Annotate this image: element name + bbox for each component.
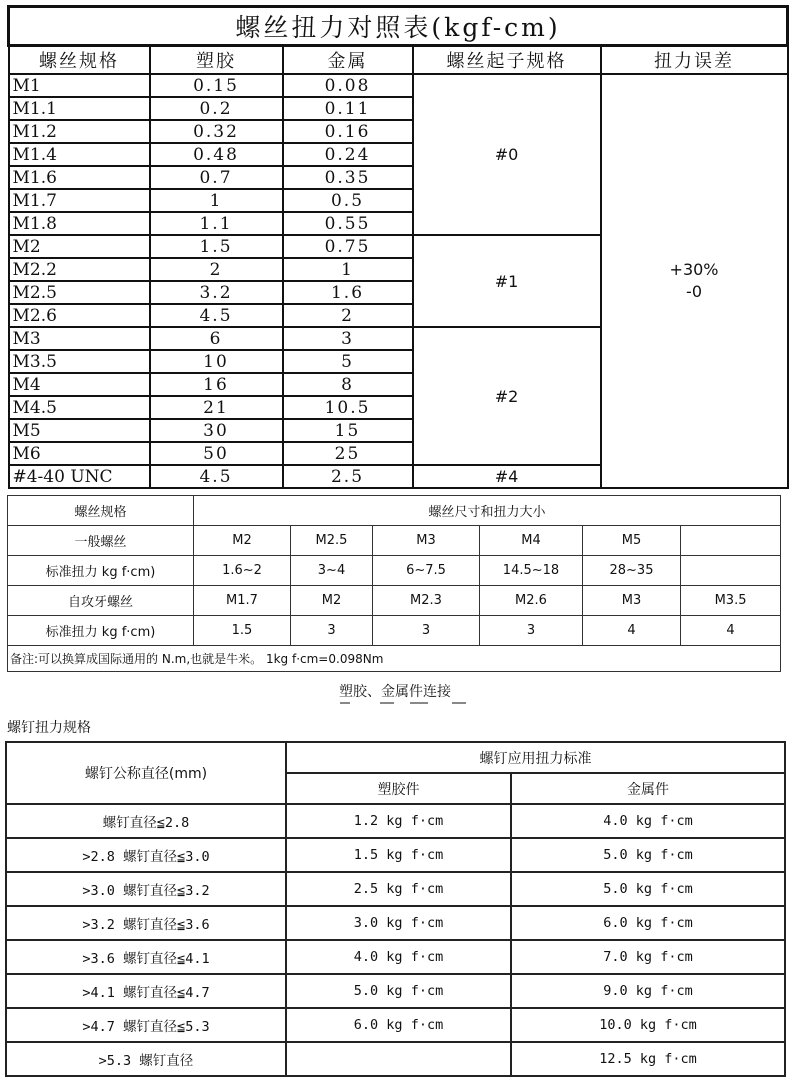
header-screw-spec: 螺丝规格 bbox=[8, 496, 194, 526]
table-row bbox=[8, 556, 781, 586]
plastic-torque-cell: 1 bbox=[150, 189, 283, 212]
metal-torque-cell: 4.0 kg f·cm bbox=[511, 804, 785, 838]
metal-torque-cell: 0.24 bbox=[283, 143, 413, 166]
header-nominal-diameter: 螺钉公称直径(mm) bbox=[6, 742, 286, 804]
plastic-torque-cell: 0.32 bbox=[150, 120, 283, 143]
table-row bbox=[6, 940, 785, 974]
plastic-torque-cell bbox=[286, 1042, 511, 1076]
torque-range-cell: 14.5~18 bbox=[480, 556, 583, 586]
plastic-torque-cell: 4.5 bbox=[150, 465, 283, 488]
torque-value-cell: 3 bbox=[291, 616, 373, 646]
header-applied-torque-standard: 螺钉应用扭力标准 bbox=[286, 742, 785, 773]
screw-size-cell bbox=[681, 526, 781, 556]
screw-spec-cell: M5 bbox=[9, 419, 150, 442]
plastic-torque-cell: 0.48 bbox=[150, 143, 283, 166]
metal-torque-cell: 8 bbox=[283, 373, 413, 396]
table-row bbox=[8, 616, 781, 646]
screw-size-cell: M1.7 bbox=[194, 586, 291, 616]
table-header-row bbox=[6, 742, 785, 773]
metal-torque-cell: 2 bbox=[283, 304, 413, 327]
screw-spec-cell: M2.6 bbox=[9, 304, 150, 327]
plastic-torque-cell: 21 bbox=[150, 396, 283, 419]
screw-spec-cell: M2.5 bbox=[9, 281, 150, 304]
torque-value-cell: 1.5 bbox=[194, 616, 291, 646]
metal-torque-cell: 0.55 bbox=[283, 212, 413, 235]
table-row bbox=[8, 526, 781, 556]
screw-spec-cell: M1.6 bbox=[9, 166, 150, 189]
plastic-torque-cell: 0.7 bbox=[150, 166, 283, 189]
driver-spec-cell: #2 bbox=[413, 327, 601, 465]
screw-spec-cell: M1.8 bbox=[9, 212, 150, 235]
cropped-text-fragment bbox=[340, 702, 470, 706]
metal-torque-cell: 0.11 bbox=[283, 97, 413, 120]
diameter-range-cell: >3.2 螺钉直径≦3.6 bbox=[6, 906, 286, 940]
diameter-range-cell: >3.6 螺钉直径≦4.1 bbox=[6, 940, 286, 974]
tolerance-value: +30% bbox=[669, 260, 719, 279]
diameter-range-cell: 螺钉直径≦2.8 bbox=[6, 804, 286, 838]
plastic-torque-cell: 3.0 kg f·cm bbox=[286, 906, 511, 940]
table-row bbox=[6, 1042, 785, 1076]
torque-comparison-table bbox=[7, 5, 789, 489]
plastic-torque-cell: 4.5 bbox=[150, 304, 283, 327]
screw-spec-cell: M1 bbox=[9, 74, 150, 97]
screw-size-cell: M4 bbox=[480, 526, 583, 556]
plastic-torque-cell: 2 bbox=[150, 258, 283, 281]
header-size-torque: 螺丝尺寸和扭力大小 bbox=[194, 496, 781, 526]
torque-value-cell: 3 bbox=[480, 616, 583, 646]
screw-size-cell: M2 bbox=[194, 526, 291, 556]
screw-size-cell: M3 bbox=[583, 586, 681, 616]
diameter-range-cell: >4.7 螺钉直径≦5.3 bbox=[6, 1008, 286, 1042]
header-screw-spec: 螺丝规格 bbox=[9, 46, 150, 75]
table-row bbox=[9, 74, 788, 97]
plastic-torque-cell: 1.5 kg f·cm bbox=[286, 838, 511, 872]
diameter-range-cell: >3.0 螺钉直径≦3.2 bbox=[6, 872, 286, 906]
metal-torque-cell: 7.0 kg f·cm bbox=[511, 940, 785, 974]
table-row bbox=[6, 1008, 785, 1042]
screw-size-cell: M3.5 bbox=[681, 586, 781, 616]
plastic-torque-cell: 1.5 bbox=[150, 235, 283, 258]
metal-torque-cell: 25 bbox=[283, 442, 413, 465]
plastic-torque-cell: 6 bbox=[150, 327, 283, 350]
screw-size-cell: M2.3 bbox=[373, 586, 480, 616]
plastic-torque-cell: 2.5 kg f·cm bbox=[286, 872, 511, 906]
metal-torque-cell: 0.35 bbox=[283, 166, 413, 189]
metal-torque-cell: 10.0 kg f·cm bbox=[511, 1008, 785, 1042]
metal-torque-cell: 0.5 bbox=[283, 189, 413, 212]
screw-size-cell: M3 bbox=[373, 526, 480, 556]
metal-torque-cell: 9.0 kg f·cm bbox=[511, 974, 785, 1008]
table-header-row bbox=[9, 46, 788, 75]
metal-torque-cell: 5.0 kg f·cm bbox=[511, 838, 785, 872]
table-row bbox=[6, 872, 785, 906]
plastic-torque-cell: 0.15 bbox=[150, 74, 283, 97]
row-label-general-screw: 一般螺丝 bbox=[8, 526, 194, 556]
torque-range-cell: 28~35 bbox=[583, 556, 681, 586]
plastic-torque-cell: 6.0 kg f·cm bbox=[286, 1008, 511, 1042]
metal-torque-cell: 3 bbox=[283, 327, 413, 350]
plastic-torque-cell: 10 bbox=[150, 350, 283, 373]
metal-torque-cell: 5 bbox=[283, 350, 413, 373]
conversion-note: 备注:可以换算成国际通用的 N.m,也就是牛米。 1kg f·cm=0.098Nm bbox=[8, 646, 781, 672]
torque-tolerance-cell bbox=[601, 74, 788, 488]
torque-value-cell: 3 bbox=[373, 616, 480, 646]
screw-spec-cell: M3.5 bbox=[9, 350, 150, 373]
table-row bbox=[6, 838, 785, 872]
screw-torque-spec-table bbox=[5, 741, 786, 1077]
table-row bbox=[6, 906, 785, 940]
row-label-standard-torque: 标准扭力 kg f·cm) bbox=[8, 616, 194, 646]
screw-spec-cell: #4-40 UNC bbox=[9, 465, 150, 488]
note-row bbox=[8, 646, 781, 672]
header-metal: 金属 bbox=[283, 46, 413, 75]
metal-torque-cell: 0.75 bbox=[283, 235, 413, 258]
torque-range-cell bbox=[681, 556, 781, 586]
driver-spec-cell: #4 bbox=[413, 465, 601, 488]
driver-spec-cell: #1 bbox=[413, 235, 601, 327]
plastic-torque-cell: 0.2 bbox=[150, 97, 283, 120]
screw-spec-cell: M3 bbox=[9, 327, 150, 350]
torque-value-cell: 4 bbox=[583, 616, 681, 646]
plastic-torque-cell: 16 bbox=[150, 373, 283, 396]
row-label-standard-torque: 标准扭力 kg f·cm) bbox=[8, 556, 194, 586]
screw-size-cell: M2.6 bbox=[480, 586, 583, 616]
plastic-torque-cell: 5.0 kg f·cm bbox=[286, 974, 511, 1008]
screw-size-cell: M5 bbox=[583, 526, 681, 556]
screw-spec-cell: M4 bbox=[9, 373, 150, 396]
section-caption: 塑胶、金属件连接 bbox=[339, 684, 451, 700]
metal-torque-cell: 15 bbox=[283, 419, 413, 442]
driver-spec-cell: #0 bbox=[413, 74, 601, 235]
screw-spec-cell: M6 bbox=[9, 442, 150, 465]
diameter-range-cell: >4.1 螺钉直径≦4.7 bbox=[6, 974, 286, 1008]
diameter-range-cell: >5.3 螺钉直径 bbox=[6, 1042, 286, 1076]
metal-torque-cell: 0.08 bbox=[283, 74, 413, 97]
diameter-range-cell: >2.8 螺钉直径≦3.0 bbox=[6, 838, 286, 872]
metal-torque-cell: 6.0 kg f·cm bbox=[511, 906, 785, 940]
metal-torque-cell: 5.0 kg f·cm bbox=[511, 872, 785, 906]
plastic-torque-cell: 30 bbox=[150, 419, 283, 442]
screw-spec-cell: M1.4 bbox=[9, 143, 150, 166]
row-label-tapping-screw: 自攻牙螺丝 bbox=[8, 586, 194, 616]
screw-spec-cell: M4.5 bbox=[9, 396, 150, 419]
plastic-torque-cell: 1.1 bbox=[150, 212, 283, 235]
table-row bbox=[8, 586, 781, 616]
header-driver-spec: 螺丝起子规格 bbox=[413, 46, 601, 75]
header-metal-part: 金属件 bbox=[511, 773, 785, 804]
screw-size-torque-table bbox=[7, 495, 781, 672]
metal-torque-cell: 0.16 bbox=[283, 120, 413, 143]
table-row bbox=[6, 974, 785, 1008]
table-header-row bbox=[8, 496, 781, 526]
torque-range-cell: 1.6~2 bbox=[194, 556, 291, 586]
metal-torque-cell: 2.5 bbox=[283, 465, 413, 488]
screw-size-cell: M2.5 bbox=[291, 526, 373, 556]
metal-torque-cell: 12.5 kg f·cm bbox=[511, 1042, 785, 1076]
screw-spec-cell: M2.2 bbox=[9, 258, 150, 281]
torque-range-cell: 6~7.5 bbox=[373, 556, 480, 586]
screw-spec-cell: M1.1 bbox=[9, 97, 150, 120]
torque-range-cell: 3~4 bbox=[291, 556, 373, 586]
screw-size-cell: M2 bbox=[291, 586, 373, 616]
tolerance-value: -0 bbox=[686, 282, 702, 301]
table-title: 螺丝扭力对照表(kgf-cm) bbox=[9, 7, 788, 46]
metal-torque-cell: 10.5 bbox=[283, 396, 413, 419]
header-plastic: 塑胶 bbox=[150, 46, 283, 75]
screw-spec-cell: M2 bbox=[9, 235, 150, 258]
metal-torque-cell: 1.6 bbox=[283, 281, 413, 304]
plastic-torque-cell: 3.2 bbox=[150, 281, 283, 304]
table-row bbox=[6, 804, 785, 838]
plastic-torque-cell: 4.0 kg f·cm bbox=[286, 940, 511, 974]
header-plastic-part: 塑胶件 bbox=[286, 773, 511, 804]
metal-torque-cell: 1 bbox=[283, 258, 413, 281]
section-label: 螺钉扭力规格 bbox=[7, 720, 91, 736]
header-torque-tolerance: 扭力误差 bbox=[601, 46, 788, 75]
plastic-torque-cell: 1.2 kg f·cm bbox=[286, 804, 511, 838]
plastic-torque-cell: 50 bbox=[150, 442, 283, 465]
screw-spec-cell: M1.2 bbox=[9, 120, 150, 143]
torque-value-cell: 4 bbox=[681, 616, 781, 646]
screw-spec-cell: M1.7 bbox=[9, 189, 150, 212]
